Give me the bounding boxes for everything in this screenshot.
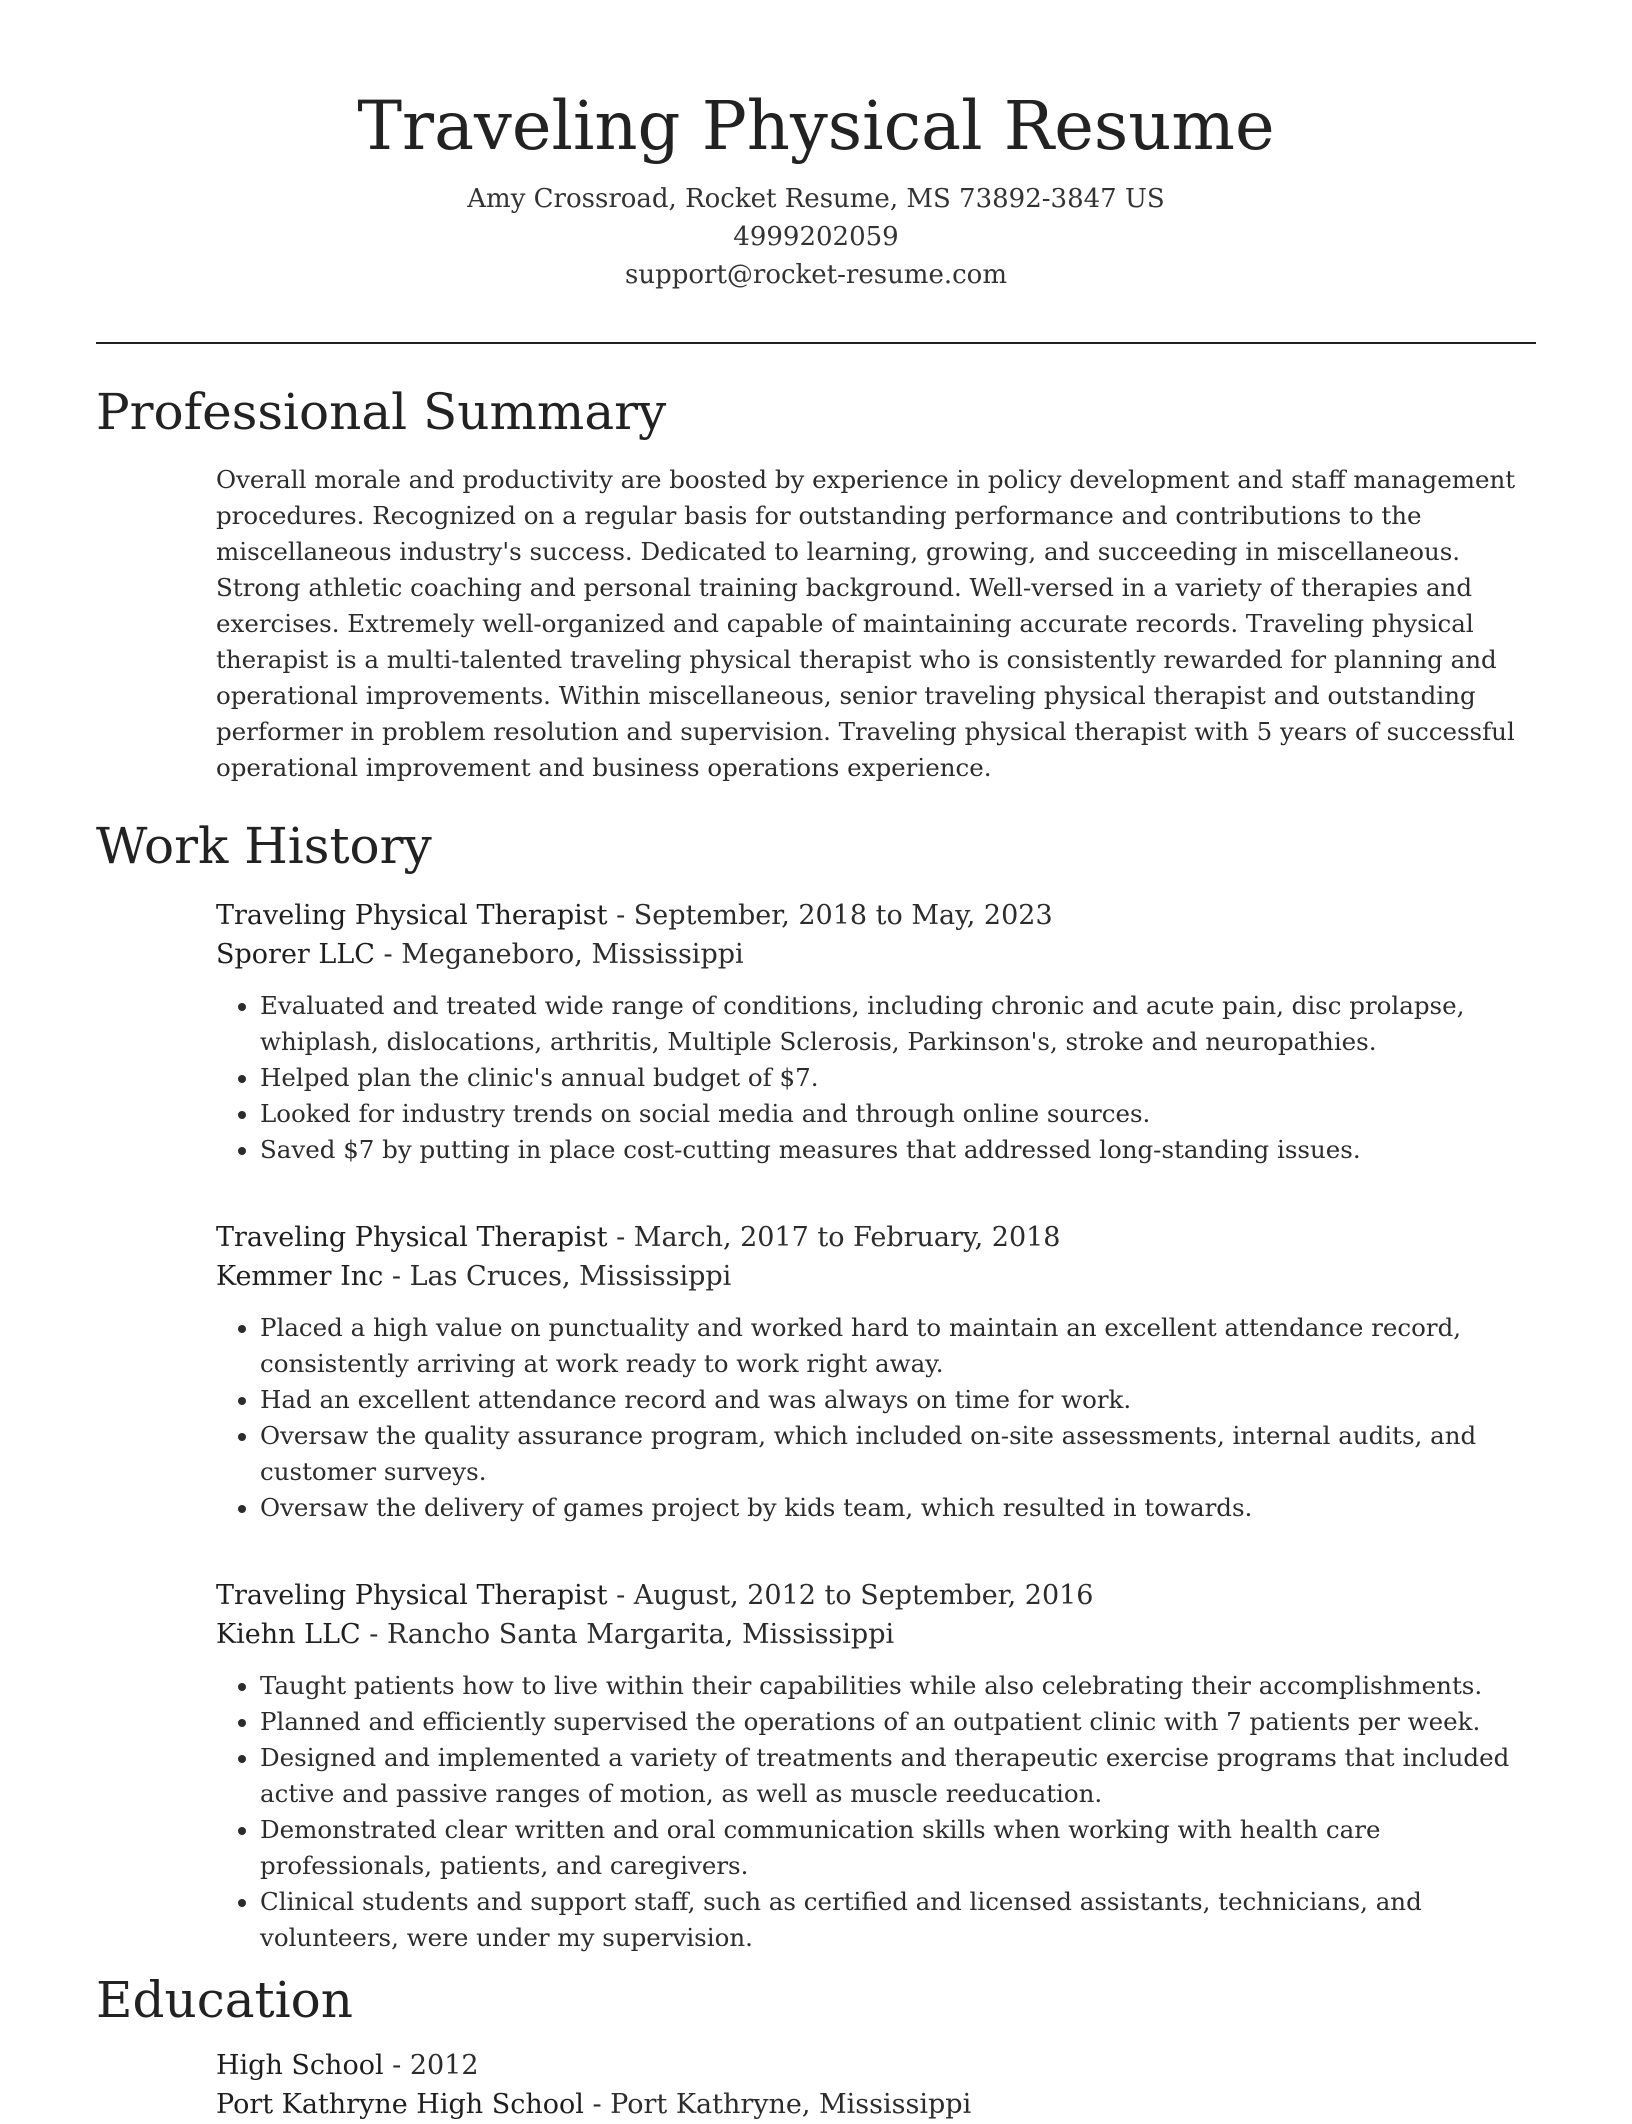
duty-item: • Oversaw the delivery of games project by kids team, which resulted in towards. — [260, 1490, 1536, 1526]
resume-title: Traveling Physical Resume — [357, 87, 1275, 165]
resume-body — [96, 380, 1536, 2124]
degree: High School — [216, 2050, 384, 2081]
duty-item: • Had an excellent attendance record and was always on time for work. — [260, 1382, 1536, 1418]
degree-line — [216, 2046, 1536, 2085]
job-title-line — [216, 1576, 1536, 1615]
contact-email: support@rocket-resume.com — [624, 260, 1007, 290]
spacer — [216, 1526, 1536, 1558]
header-divider — [96, 342, 1536, 344]
contact-info — [0, 180, 1632, 294]
education-heading: Education — [96, 1971, 353, 2029]
job-title-line — [216, 896, 1536, 935]
duty-item: • Looked for industry trends on social media and through online sources. — [260, 1096, 1536, 1132]
school-line — [216, 2085, 1536, 2124]
work-history-heading: Work History — [96, 817, 432, 875]
job-duties — [216, 988, 1536, 1168]
school-name: Port Kathryne High School — [216, 2089, 584, 2120]
duty-item: • Placed a high value on punctuality and worked hard to maintain an excellent attendance record, consistently arriving at work ready to work right away. — [260, 1310, 1536, 1382]
duty-item: • Evaluated and treated wide range of conditions, including chronic and acute pain, disc prolapse, whiplash, dislocations, arthritis, Multiple Sclerosis, Parkinson's, stroke and neuropathies. — [260, 988, 1536, 1060]
job-entry — [216, 1218, 1536, 1526]
job-company: Sporer LLC — [216, 939, 375, 970]
job-entry — [216, 896, 1536, 1168]
duty-item: • Helped plan the clinic's annual budget of $7. — [260, 1060, 1536, 1096]
job-company: Kemmer Inc — [216, 1261, 384, 1292]
contact-address: Amy Crossroad, Rocket Resume, MS 73892-3847 US — [467, 184, 1165, 214]
job-location: - Rancho Santa Margarita, Mississippi — [360, 1619, 895, 1650]
summary-heading: Professional Summary — [96, 383, 667, 441]
job-role: Traveling Physical Therapist — [216, 900, 608, 931]
contact-phone: 4999202059 — [733, 222, 899, 252]
job-company-line — [216, 1615, 1536, 1654]
resume-header — [0, 0, 1632, 294]
job-role: Traveling Physical Therapist — [216, 1580, 608, 1611]
job-dates: - August, 2012 to September, 2016 — [607, 1580, 1094, 1611]
duty-item: • Taught patients how to live within their capabilities while also celebrating their accomplishments. — [260, 1668, 1536, 1704]
job-company-line — [216, 935, 1536, 974]
school-location: - Port Kathryne, Mississippi — [583, 2089, 972, 2120]
job-company: Kiehn LLC — [216, 1619, 361, 1650]
duty-item: • Oversaw the quality assurance program, which included on-site assessments, internal audits, and customer surveys. — [260, 1418, 1536, 1490]
duty-item: • Clinical students and support staff, such as certified and licensed assistants, technicians, and volunteers, were under my supervision. — [260, 1884, 1536, 1956]
job-dates: - September, 2018 to May, 2023 — [607, 900, 1053, 931]
duty-item: • Demonstrated clear written and oral communication skills when working with health care professionals, patients, and caregivers. — [260, 1812, 1536, 1884]
work-history-list — [216, 896, 1536, 1956]
job-entry — [216, 1576, 1536, 1956]
summary-text: Overall morale and productivity are boosted by experience in policy development and staff management procedures. Recognized on a regular basis for outstanding performance and contributions to the miscellaneous industry's success. Dedicated to learning, growing, and succeeding in miscellaneous. Strong athletic coaching and personal training background. Well-versed in a variety of therapies and exercises. Extremely well-organized and capable of maintaining accurate records. Traveling physical therapist is a multi-talented traveling physical therapist who is consistently rewarded for planning and operational improvements. Within miscellaneous, senior traveling physical therapist and outstanding performer in problem resolution and supervision. Traveling physical therapist with 5 years of successful operational improvement and business operations experience. — [216, 465, 1516, 782]
spacer — [216, 1168, 1536, 1200]
job-role: Traveling Physical Therapist — [216, 1222, 608, 1253]
job-duties — [216, 1310, 1536, 1526]
duty-item: • Designed and implemented a variety of treatments and therapeutic exercise programs that included active and passive ranges of motion, as well as muscle reeducation. — [260, 1740, 1536, 1812]
job-location: - Meganeboro, Mississippi — [374, 939, 744, 970]
job-location: - Las Cruces, Mississippi — [383, 1261, 732, 1292]
job-duties — [216, 1668, 1536, 1956]
duty-item: • Planned and efficiently supervised the operations of an outpatient clinic with 7 patients per week. — [260, 1704, 1536, 1740]
duty-item: • Saved $7 by putting in place cost-cutting measures that addressed long-standing issues. — [260, 1132, 1536, 1168]
job-title-line — [216, 1218, 1536, 1257]
education-entry — [216, 2046, 1536, 2124]
job-company-line — [216, 1257, 1536, 1296]
graduation-year: - 2012 — [383, 2050, 479, 2081]
job-dates: - March, 2017 to February, 2018 — [607, 1222, 1061, 1253]
